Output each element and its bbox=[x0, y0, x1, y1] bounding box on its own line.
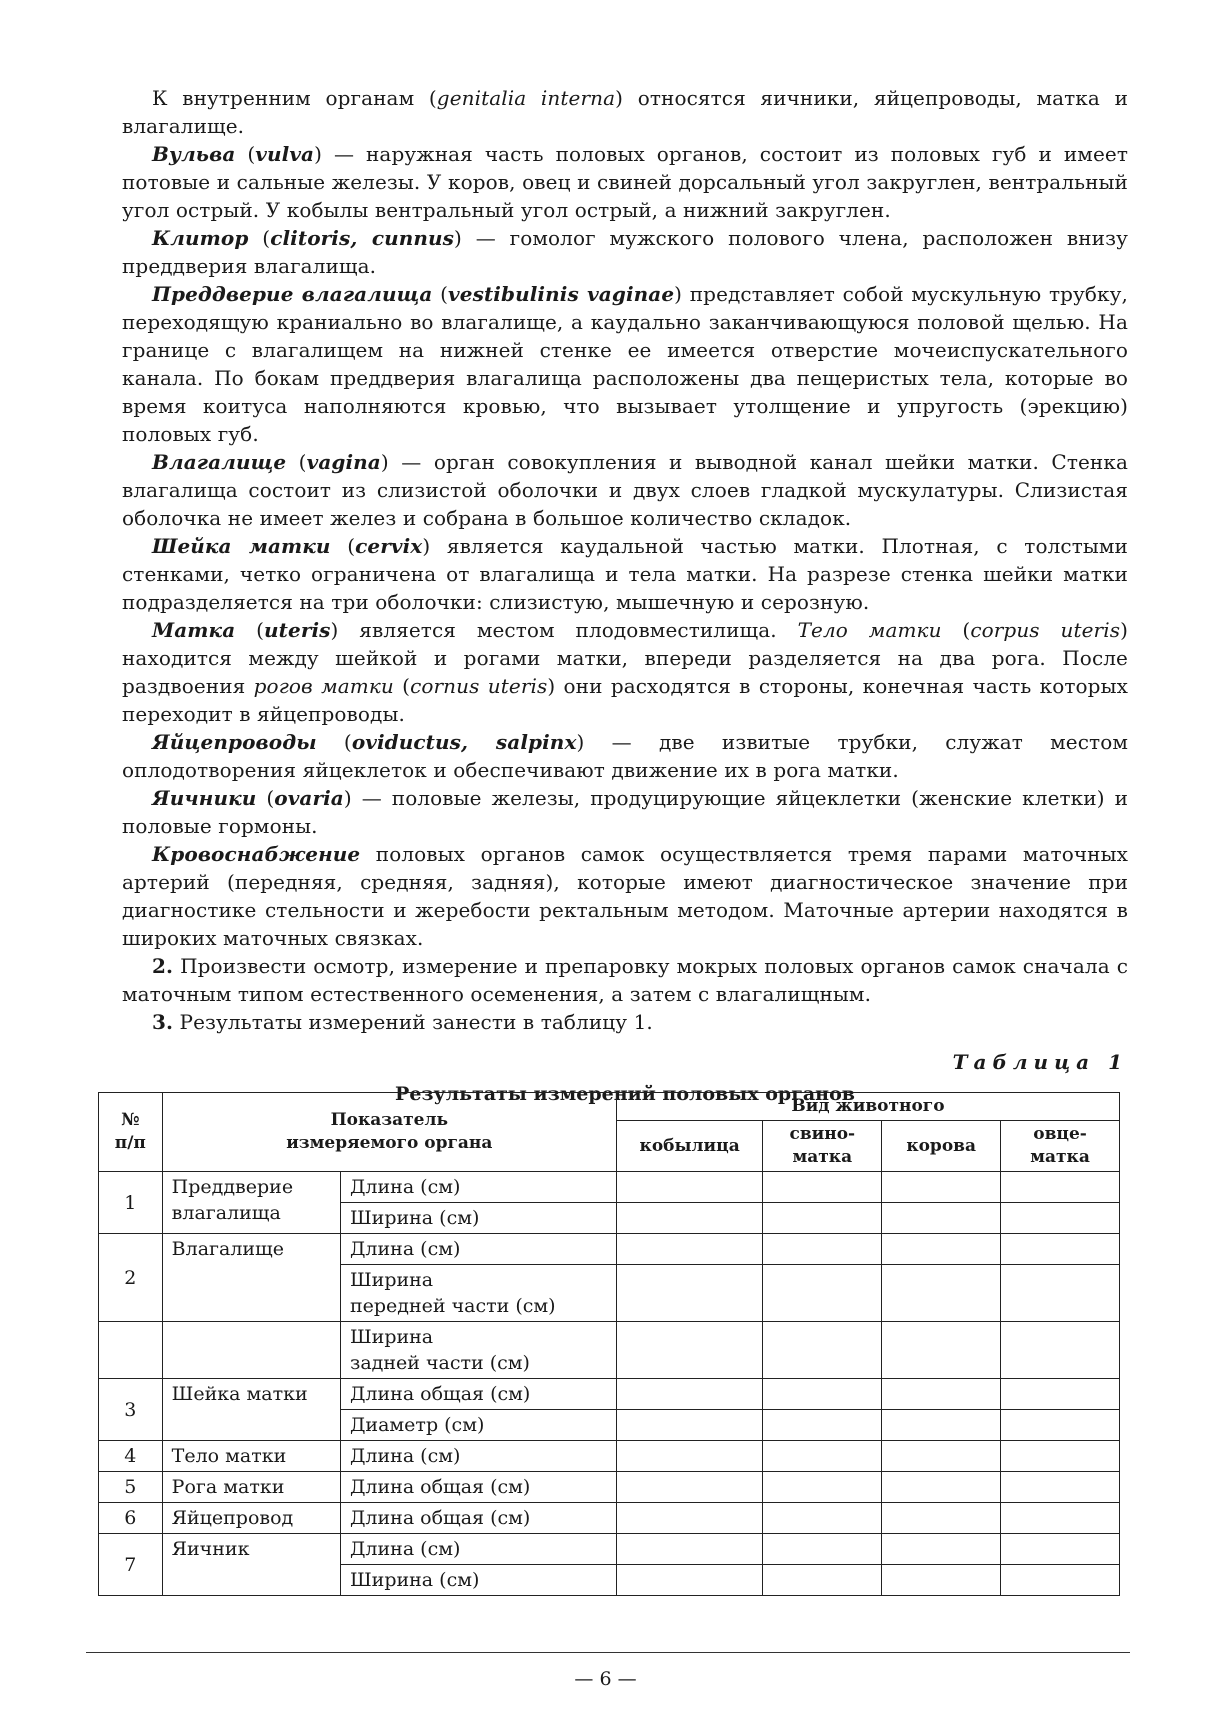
organ-cell: Преддверие влагалища bbox=[162, 1172, 340, 1234]
row-number-cell: 2 bbox=[99, 1234, 163, 1322]
paragraph-cervix: Шейка матки (cervix) является каудальной частью матки. Плотная, с толстыми стенками, четко ограничена от влагалища и тела матки. На разрезе стенка шейки матки подразделяется на три оболочки: слизистую, мышечную и серозную. bbox=[122, 534, 1128, 614]
value-cell-0[interactable] bbox=[616, 1234, 762, 1265]
value-cell-3[interactable] bbox=[1001, 1565, 1120, 1596]
table-row bbox=[99, 1441, 1120, 1472]
value-cell-2[interactable] bbox=[882, 1265, 1001, 1322]
table-header-row-1 bbox=[99, 1093, 1120, 1121]
table-caption: Таблица 1 bbox=[952, 1050, 1128, 1074]
header-species: свино- матка bbox=[763, 1121, 882, 1172]
organ-cell bbox=[162, 1322, 340, 1379]
paragraph-oviducts: Яйцепроводы (oviductus, salpinx) — две извитые трубки, служат местом оплодотворения яйцеклеток и обеспечивают движение их в рога матки. bbox=[122, 730, 1128, 782]
value-cell-0[interactable] bbox=[616, 1565, 762, 1596]
measure-cell: Длина общая (см) bbox=[340, 1472, 616, 1503]
value-cell-1[interactable] bbox=[763, 1565, 882, 1596]
table-row bbox=[99, 1379, 1120, 1410]
value-cell-0[interactable] bbox=[616, 1379, 762, 1410]
row-number-cell: 5 bbox=[99, 1472, 163, 1503]
value-cell-1[interactable] bbox=[763, 1503, 882, 1534]
measure-cell: Длина (см) bbox=[340, 1234, 616, 1265]
table-title: Результаты измерений половых органов bbox=[395, 1083, 855, 1105]
value-cell-1[interactable] bbox=[763, 1472, 882, 1503]
value-cell-2[interactable] bbox=[882, 1472, 1001, 1503]
value-cell-0[interactable] bbox=[616, 1322, 762, 1379]
value-cell-2[interactable] bbox=[882, 1172, 1001, 1203]
paragraph-vulva: Вульва (vulva) — наружная часть половых органов, состоит из половых губ и имеет потовые и сальные железы. У коров, овец и свиней дорсальный угол закруглен, вентральный угол острый. У кобылы вентральный угол острый, а нижний закруглен. bbox=[122, 142, 1128, 222]
row-number-cell: 7 bbox=[99, 1534, 163, 1596]
value-cell-0[interactable] bbox=[616, 1472, 762, 1503]
value-cell-2[interactable] bbox=[882, 1503, 1001, 1534]
row-number-cell: 3 bbox=[99, 1379, 163, 1441]
value-cell-3[interactable] bbox=[1001, 1234, 1120, 1265]
value-cell-3[interactable] bbox=[1001, 1534, 1120, 1565]
value-cell-1[interactable] bbox=[763, 1172, 882, 1203]
paragraph-task-3: 3. Результаты измерений занести в таблицу 1. bbox=[152, 1010, 653, 1034]
row-number-cell: 6 bbox=[99, 1503, 163, 1534]
value-cell-3[interactable] bbox=[1001, 1265, 1120, 1322]
organ-cell: Тело матки bbox=[162, 1441, 340, 1472]
value-cell-1[interactable] bbox=[763, 1265, 882, 1322]
measure-cell: Ширина передней части (см) bbox=[340, 1265, 616, 1322]
page-body bbox=[122, 84, 1128, 1116]
value-cell-0[interactable] bbox=[616, 1534, 762, 1565]
value-cell-3[interactable] bbox=[1001, 1441, 1120, 1472]
value-cell-2[interactable] bbox=[882, 1410, 1001, 1441]
table-row bbox=[99, 1234, 1120, 1265]
table-row bbox=[99, 1534, 1120, 1565]
paragraph-ovaries: Яичники (ovaria) — половые железы, продуцирующие яйцеклетки (женские клетки) и половые гормоны. bbox=[122, 786, 1128, 838]
value-cell-3[interactable] bbox=[1001, 1503, 1120, 1534]
value-cell-3[interactable] bbox=[1001, 1322, 1120, 1379]
header-species: корова bbox=[882, 1121, 1001, 1172]
measure-cell: Длина общая (см) bbox=[340, 1503, 616, 1534]
paragraph-blood-supply: Кровоснабжение половых органов самок осуществляется тремя парами маточных артерий (передняя, средняя, задняя), которые имеют диагностическое значение при диагностике стельности и жеребости ректальным методом. Маточные артерии находятся в широких маточных связках. bbox=[122, 842, 1128, 950]
value-cell-3[interactable] bbox=[1001, 1203, 1120, 1234]
value-cell-1[interactable] bbox=[763, 1203, 882, 1234]
measure-cell: Длина (см) bbox=[340, 1534, 616, 1565]
value-cell-2[interactable] bbox=[882, 1565, 1001, 1596]
organ-cell: Яичник bbox=[162, 1534, 340, 1596]
value-cell-3[interactable] bbox=[1001, 1472, 1120, 1503]
measure-cell: Длина общая (см) bbox=[340, 1379, 616, 1410]
measure-cell: Ширина задней части (см) bbox=[340, 1322, 616, 1379]
value-cell-0[interactable] bbox=[616, 1203, 762, 1234]
value-cell-0[interactable] bbox=[616, 1503, 762, 1534]
value-cell-0[interactable] bbox=[616, 1265, 762, 1322]
value-cell-2[interactable] bbox=[882, 1234, 1001, 1265]
value-cell-0[interactable] bbox=[616, 1441, 762, 1472]
table-body bbox=[99, 1172, 1120, 1596]
row-number-cell: 1 bbox=[99, 1172, 163, 1234]
header-species-group: Вид животного bbox=[616, 1093, 1119, 1121]
header-species: кобылица bbox=[616, 1121, 762, 1172]
value-cell-3[interactable] bbox=[1001, 1410, 1120, 1441]
paragraph-uterus: Матка (uteris) является местом плодовместилища. Тело матки (corpus uteris) находится между шейкой и рогами матки, впереди разделяется на два рога. После раздвоения рогов матки (cornus uteris) они расходятся в стороны, конечная часть которых переходит в яйцепроводы. bbox=[122, 618, 1128, 726]
value-cell-2[interactable] bbox=[882, 1203, 1001, 1234]
measure-cell: Длина (см) bbox=[340, 1172, 616, 1203]
value-cell-2[interactable] bbox=[882, 1322, 1001, 1379]
paragraph-internal-organs: К внутренним органам (genitalia interna) относятся яичники, яйцепроводы, матка и влагалище. bbox=[122, 86, 1128, 138]
value-cell-1[interactable] bbox=[763, 1441, 882, 1472]
measurements-table bbox=[98, 1092, 1120, 1596]
header-indicator: Показатель измеряемого органа bbox=[162, 1093, 616, 1172]
page-number: — 6 — bbox=[574, 1668, 637, 1690]
row-number-cell: 4 bbox=[99, 1441, 163, 1472]
paragraph-task-2: 2. Произвести осмотр, измерение и препаровку мокрых половых органов самок сначала с маточным типом естественного осеменения, а затем с влагалищным. bbox=[122, 954, 1128, 1006]
table-row bbox=[99, 1503, 1120, 1534]
measure-cell: Диаметр (см) bbox=[340, 1410, 616, 1441]
value-cell-1[interactable] bbox=[763, 1410, 882, 1441]
value-cell-1[interactable] bbox=[763, 1379, 882, 1410]
row-number-cell bbox=[99, 1322, 163, 1379]
organ-cell: Рога матки bbox=[162, 1472, 340, 1503]
value-cell-3[interactable] bbox=[1001, 1172, 1120, 1203]
value-cell-1[interactable] bbox=[763, 1322, 882, 1379]
organ-cell: Шейка матки bbox=[162, 1379, 340, 1441]
footer-divider bbox=[86, 1652, 1130, 1653]
paragraph-vagina: Влагалище (vagina) — орган совокупления и выводной канал шейки матки. Стенка влагалища состоит из слизистой оболочки и двух слоев гладкой мускулатуры. Слизистая оболочка не имеет желез и собрана в большое количество складок. bbox=[122, 450, 1128, 530]
measure-cell: Длина (см) bbox=[340, 1441, 616, 1472]
table-row bbox=[99, 1322, 1120, 1379]
value-cell-1[interactable] bbox=[763, 1234, 882, 1265]
header-species: овце- матка bbox=[1001, 1121, 1120, 1172]
value-cell-2[interactable] bbox=[882, 1534, 1001, 1565]
header-num: № п/п bbox=[99, 1093, 163, 1172]
paragraph-vestibule: Преддверие влагалища (vestibulinis vaginae) представляет собой мускульную трубку, переходящую краниально во влагалище, а каудально заканчивающуюся половой щелью. На границе с влагалищем на нижней стенке ее имеется отверстие мочеиспускательного канала. По бокам преддверия влагалища расположены два пещеристых тела, которые во время коитуса наполняются кровью, что вызывает утолщение и упругость (эрекцию) половых губ. bbox=[122, 282, 1128, 446]
measure-cell: Ширина (см) bbox=[340, 1565, 616, 1596]
value-cell-0[interactable] bbox=[616, 1172, 762, 1203]
value-cell-2[interactable] bbox=[882, 1379, 1001, 1410]
paragraph-clitoris: Клитор (clitoris, cunnus) — гомолог мужского полового члена, расположен внизу преддверия влагалища. bbox=[122, 226, 1128, 278]
measure-cell: Ширина (см) bbox=[340, 1203, 616, 1234]
organ-cell: Влагалище bbox=[162, 1234, 340, 1322]
value-cell-1[interactable] bbox=[763, 1534, 882, 1565]
value-cell-2[interactable] bbox=[882, 1441, 1001, 1472]
table-row bbox=[99, 1472, 1120, 1503]
table-row bbox=[99, 1172, 1120, 1203]
organ-cell: Яйцепровод bbox=[162, 1503, 340, 1534]
value-cell-3[interactable] bbox=[1001, 1379, 1120, 1410]
value-cell-0[interactable] bbox=[616, 1410, 762, 1441]
